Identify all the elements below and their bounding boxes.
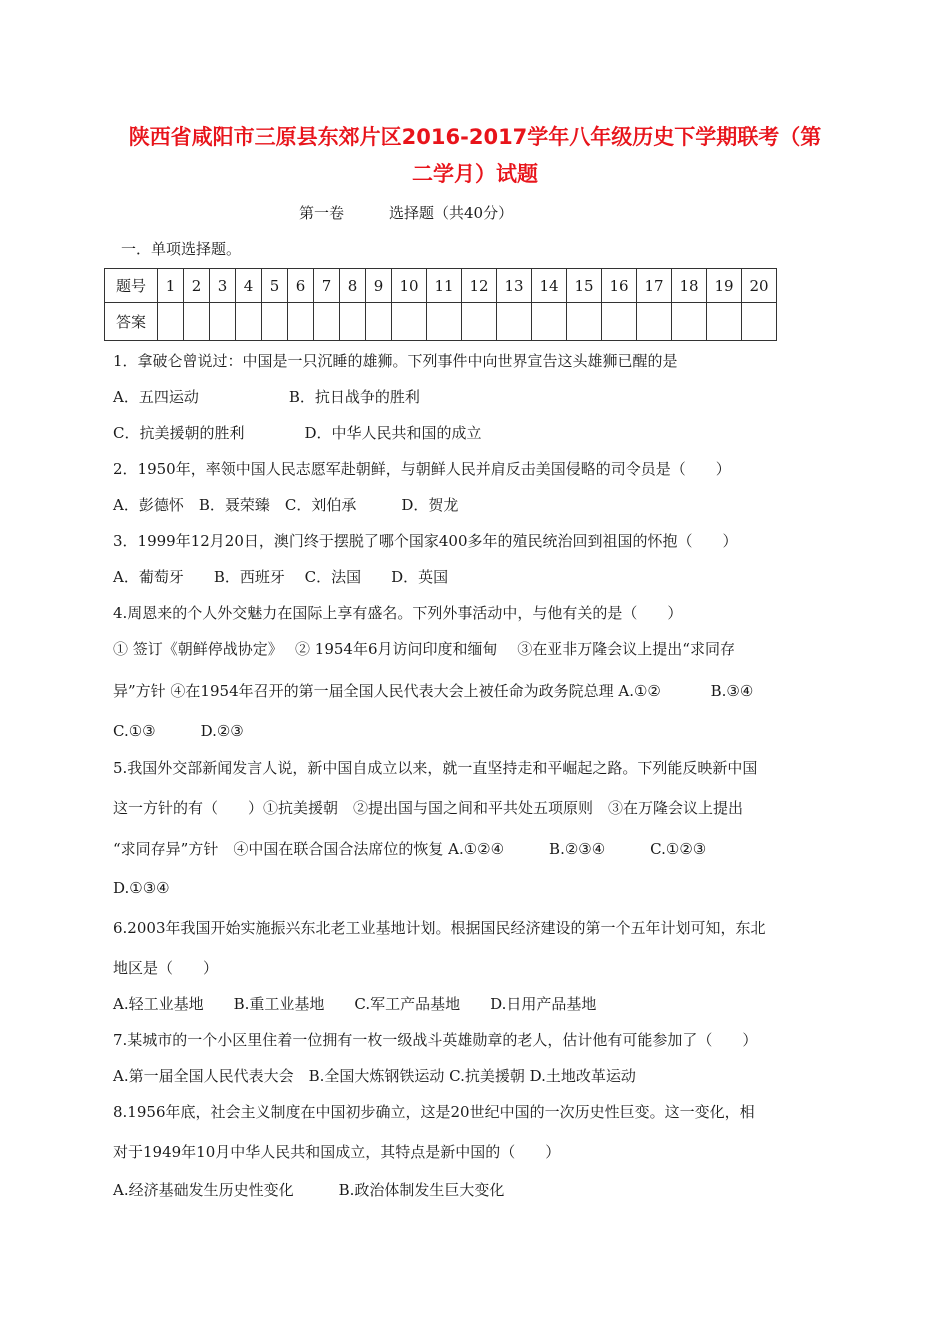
question-4: 4.周恩来的个人外交魅力在国际上享有盛名。下列外事活动中，与他有关的是（ ）	[113, 604, 683, 622]
question-8-cont: 对于1949年10月中华人民共和国成立，其特点是新中国的（ ）	[113, 1143, 561, 1161]
q6-options: A.轻工业基地 B.重工业基地 C.军工产品基地 D.日用产品基地	[113, 995, 597, 1013]
answer-cell[interactable]	[707, 303, 742, 341]
question-1: 1．拿破仑曾说过：中国是一只沉睡的雄狮。下列事件中向世界宣告这头雄狮已醒的是	[113, 352, 678, 370]
q8-options: A.经济基础发生历史性变化 B.政治体制发生巨大变化	[113, 1181, 505, 1199]
answer-cell[interactable]	[288, 303, 314, 341]
question-7: 7.某城市的一个小区里住着一位拥有一枚一级战斗英雄勋章的老人，估计他有可能参加了（ ）	[113, 1031, 758, 1049]
number-cell: 11	[427, 269, 462, 303]
question-8: 8.1956年底，社会主义制度在中国初步确立，这是20世纪中国的一次历史性巨变。这一变化，相	[113, 1103, 755, 1121]
number-cell: 6	[288, 269, 314, 303]
number-cell: 7	[314, 269, 340, 303]
section-heading: 第一卷 选择题（共40分）	[299, 204, 514, 222]
answer-cell[interactable]	[532, 303, 567, 341]
number-cell: 2	[184, 269, 210, 303]
q5-option-d: D.①③④	[113, 879, 170, 897]
number-cell: 12	[462, 269, 497, 303]
answer-cell[interactable]	[392, 303, 427, 341]
q1-options-ab: A．五四运动 B．抗日战争的胜利	[113, 388, 420, 406]
question-3: 3．1999年12月20日，澳门终于摆脱了哪个国家400多年的殖民统治回到祖国的怀抱（ ）	[113, 532, 738, 550]
answer-cell[interactable]	[184, 303, 210, 341]
answer-cell[interactable]	[497, 303, 532, 341]
number-cell: 18	[672, 269, 707, 303]
q1-options-cd: C．抗美援朝的胜利 D．中华人民共和国的成立	[113, 424, 482, 442]
title-line-1: 陕西省咸阳市三原县东郊片区2016-2017学年八年级历史下学期联考（第	[128, 125, 822, 149]
q5-items-1: 这一方针的有（ ）①抗美援朝 ②提出国与国之间和平共处五项原则 ③在万隆会议上提出	[113, 799, 744, 817]
answer-cell[interactable]	[314, 303, 340, 341]
question-5: 5.我国外交部新闻发言人说，新中国自成立以来，就一直坚持走和平崛起之路。下列能反映新中国	[113, 759, 758, 777]
q5-items-2: “求同存异”方针 ④中国在联合国合法席位的恢复 A.①②④ B.②③④ C.①②③	[113, 840, 707, 858]
number-cell: 15	[567, 269, 602, 303]
table-row	[105, 269, 777, 303]
number-cell: 4	[236, 269, 262, 303]
answer-cell[interactable]	[602, 303, 637, 341]
number-cell: 1	[158, 269, 184, 303]
answer-cell[interactable]	[567, 303, 602, 341]
answer-cell[interactable]	[340, 303, 366, 341]
number-cell: 19	[707, 269, 742, 303]
answer-cell[interactable]	[236, 303, 262, 341]
number-cell: 16	[602, 269, 637, 303]
row-label: 题号	[105, 269, 158, 303]
number-cell: 17	[637, 269, 672, 303]
number-cell: 5	[262, 269, 288, 303]
question-6: 6.2003年我国开始实施振兴东北老工业基地计划。根据国民经济建设的第一个五年计划可知，东北	[113, 919, 766, 937]
question-2: 2．1950年，率领中国人民志愿军赴朝鲜，与朝鲜人民并肩反击美国侵略的司令员是（ ）	[113, 460, 731, 478]
q2-options: A．彭德怀 B．聂荣臻 C．刘伯承 D．贺龙	[113, 496, 459, 514]
number-cell: 3	[210, 269, 236, 303]
number-cell: 20	[742, 269, 777, 303]
answer-cell[interactable]	[427, 303, 462, 341]
q4-items-2: 异”方针 ④在1954年召开的第一届全国人民代表大会上被任命为政务院总理 A.①② B.③④	[113, 682, 754, 700]
part-heading: 一．单项选择题。	[121, 240, 242, 258]
row-label: 答案	[105, 303, 158, 341]
answer-cell[interactable]	[637, 303, 672, 341]
answer-cell[interactable]	[262, 303, 288, 341]
answer-table	[104, 268, 777, 341]
answer-cell[interactable]	[366, 303, 392, 341]
number-cell: 13	[497, 269, 532, 303]
q4-options: C.①③ D.②③	[113, 722, 244, 740]
table-row	[105, 303, 777, 341]
answer-cell[interactable]	[210, 303, 236, 341]
answer-cell[interactable]	[742, 303, 777, 341]
q7-options: A.第一届全国人民代表大会 B.全国大炼钢铁运动 C.抗美援朝 D.土地改革运动	[113, 1067, 636, 1085]
q3-options: A．葡萄牙 B．西班牙 C．法国 D．英国	[113, 568, 449, 586]
answer-cell[interactable]	[158, 303, 184, 341]
number-cell: 14	[532, 269, 567, 303]
question-6-cont: 地区是（ ）	[113, 959, 219, 977]
number-cell: 8	[340, 269, 366, 303]
number-cell: 10	[392, 269, 427, 303]
title-line-2: 二学月）试题	[412, 162, 538, 186]
answer-cell[interactable]	[672, 303, 707, 341]
number-cell: 9	[366, 269, 392, 303]
answer-cell[interactable]	[462, 303, 497, 341]
q4-items-1: ① 签订《朝鲜停战协定》 ② 1954年6月访问印度和缅甸 ③在亚非万隆会议上提出“求同存	[113, 640, 735, 658]
